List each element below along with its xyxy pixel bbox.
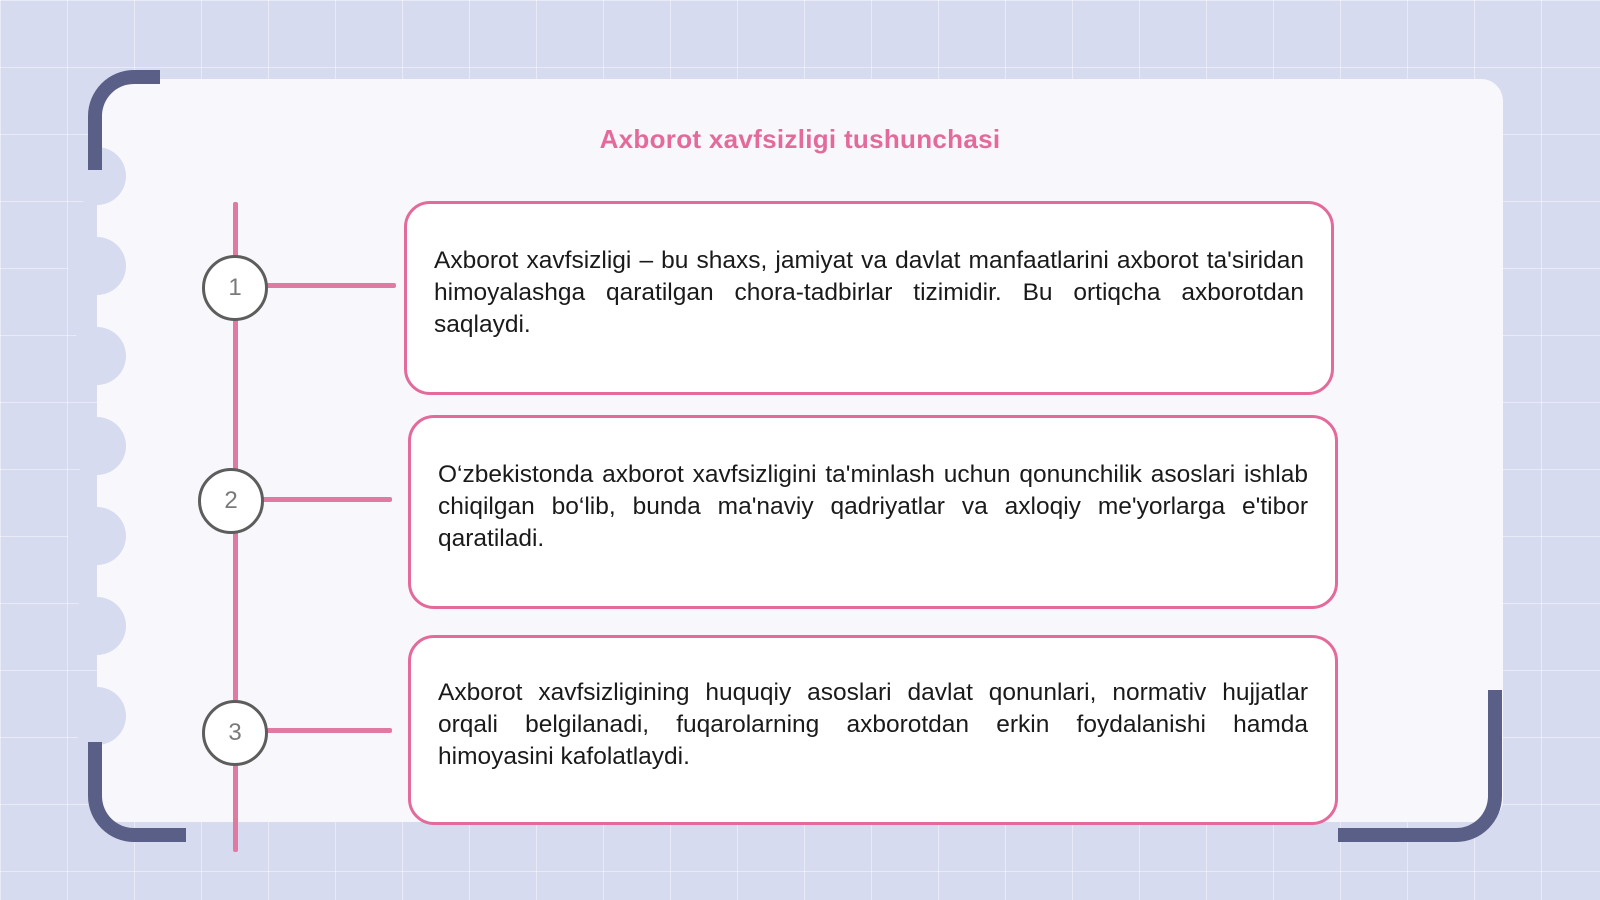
step-1-box — [404, 201, 1334, 395]
step-2-text: O‘zbekistonda axborot xavfsizligini ta'minlash uchun qonunchilik asoslari ishlab chiqilgan bo‘lib, bunda ma'naviy qadriyatlar va axloqiy me'yorlarga e'tibor qaratiladi. — [438, 461, 1308, 552]
frame-corner-bottom-left — [88, 742, 186, 842]
step-2-circle: 2 — [198, 468, 264, 534]
binder-hole — [68, 237, 126, 295]
step-1-circle: 1 — [202, 255, 268, 321]
binder-hole — [68, 687, 126, 745]
step-2-box — [408, 415, 1338, 609]
binder-hole — [68, 597, 126, 655]
frame-corner-bottom-right — [1338, 690, 1502, 842]
step-3-connector — [266, 728, 392, 733]
step-3-box — [408, 635, 1338, 825]
step-3-text: Axborot xavfsizligining huquqiy asoslari davlat qonunlari, normativ hujjatlar orqali belgilanadi, fuqarolarning axborotdan erkin foydalanishi hamda himoyasini kafolatlaydi. — [438, 679, 1308, 770]
binder-hole — [68, 507, 126, 565]
step-3-circle: 3 — [202, 700, 268, 766]
frame-corner-top-left — [88, 70, 160, 170]
binder-hole — [68, 327, 126, 385]
step-1-text: Axborot xavfsizligi – bu shaxs, jamiyat va davlat manfaatlarini axborot ta'siridan himoyalashga qaratilgan chora-tadbirlar tizimidir. Bu ortiqcha axborotdan saqlaydi. — [434, 247, 1304, 338]
step-2-connector — [262, 497, 392, 502]
binder-hole — [68, 417, 126, 475]
slide-title: Axborot xavfsizligi tushunchasi — [599, 124, 1001, 154]
step-1-connector — [266, 283, 396, 288]
